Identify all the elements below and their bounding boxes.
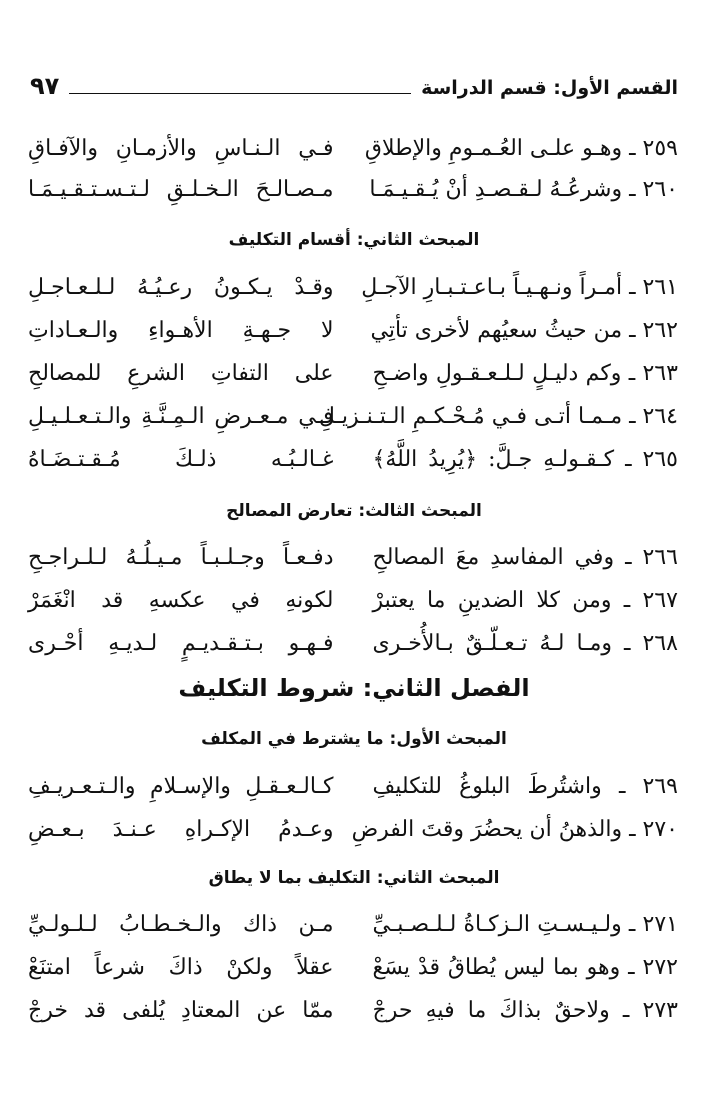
- verse-line: [28, 127, 678, 171]
- verse-second-hemistich: ممّا عن المعتادِ يُلفى قد خرجْ: [28, 997, 334, 1023]
- verse-first-hemistich: ٢٦١ ـ أمـراً ونـهـيـاً بـاعـتـبـارِ الآجـلِ: [361, 274, 678, 300]
- verse-second-hemistich: عقلاً ولكنْ ذاكَ شرعاً امتنَعْ: [28, 954, 334, 980]
- running-title: القسم الأول: قسم الدراسة: [421, 77, 678, 99]
- verse-line: [28, 903, 678, 947]
- verse-line: [28, 622, 678, 666]
- header-rule: [69, 93, 411, 94]
- verse-line: [28, 946, 678, 990]
- section-heading: المبحث الثاني: التكليف بما لا يطاق: [208, 868, 500, 888]
- section-heading: المبحث الثاني: أقسام التكليف: [228, 230, 480, 250]
- verse-line: [28, 168, 678, 212]
- verse-first-hemistich: ٢٥٩ ـ وهـو علـى العُـمـومِ والإطلاقِ: [364, 135, 678, 161]
- page-header: [30, 58, 678, 98]
- verse-first-hemistich: ٢٦٧ ـ ومن كلا الضدينِ ما يعتبرْ: [372, 587, 678, 613]
- verse-line: [28, 808, 678, 852]
- verse-second-hemistich: مـصـالـحَ الـخـلـقِ لـتـسـتـقـيـمَـا: [28, 176, 334, 202]
- verse-first-hemistich: ٢٧١ ـ ولـيـسـتِ الـزكـاةُ لـلـصـبـيِّ: [372, 911, 678, 937]
- verse-second-hemistich: وقـدْ يـكـونُ رعـيُـهُ لـلـعـاجـلِ: [28, 274, 334, 300]
- verse-second-hemistich: وعـدمُ الإكـراهِ عـنـدَ بـعـضِ: [28, 816, 334, 842]
- verse-first-hemistich: ٢٦٣ ـ وكم دليـلٍ لـلـعـقـولِ واضـحِ: [372, 360, 678, 386]
- verse-line: [28, 352, 678, 396]
- verse-second-hemistich: دفـعـاً وجـلـبـاً مـيـلُـهُ لـلـراجـحِ: [28, 544, 334, 570]
- verse-first-hemistich: ٢٦٤ ـ مـمـا أتـى فـي مُـحْـكـمِ الـتـنـزيـلِ: [318, 403, 678, 429]
- verse-second-hemistich: على التفاتِ الشرعِ للمصالحِ: [28, 360, 334, 386]
- verse-line: [28, 579, 678, 623]
- verse-second-hemistich: فـهـو بـتـقـديـمٍ لـديـهِ أحْـرى: [28, 630, 334, 656]
- verse-first-hemistich: ٢٦٢ ـ من حيثُ سعيُهم لأخرى تأتِي: [370, 317, 678, 343]
- verse-first-hemistich: ٢٦٨ ـ ومـا لـهُ تـعـلّـقٌ بـالأُخـرى: [372, 630, 678, 656]
- verse-line: [28, 765, 678, 809]
- verse-second-hemistich: كـالـعـقـلِ والإسـلامِ والـتـعـريـفِ: [28, 773, 334, 799]
- chapter-heading: الفصل الثاني: شروط التكليف: [178, 674, 530, 702]
- verse-first-hemistich: ٢٦٩ ـ واشتُرطَ البلوغُ للتكليفِ: [372, 773, 678, 799]
- verse-line: [28, 309, 678, 353]
- verse-line: [28, 266, 678, 310]
- verse-line: [28, 438, 678, 482]
- section-heading: المبحث الثالث: تعارض المصالح: [226, 501, 482, 521]
- verse-first-hemistich: ٢٧٣ ـ ولاحقٌ بذاكَ ما فيهِ حرجْ: [372, 997, 678, 1023]
- section-heading: المبحث الأول: ما يشترط في المكلف: [201, 729, 507, 749]
- verse-first-hemistich: ٢٧٠ ـ والذهنُ أن يحضُرَ وقتَ الفرضِ: [351, 816, 678, 842]
- verse-line: [28, 989, 678, 1033]
- verse-first-hemistich: ٢٦٥ ـ كـقـولـهِ جـلَّ: ﴿يُرِيدُ اللَّهُ﴾: [372, 446, 678, 472]
- verse-first-hemistich: ٢٦٠ ـ وشرعُـهُ لـقـصـدِ أنْ يُـقـيـمَـا: [369, 176, 678, 202]
- verse-second-hemistich: فـي مـعـرضِ الـمِـنَّـةِ والـتـعـلـيـلِ: [28, 403, 334, 429]
- verse-first-hemistich: ٢٧٢ ـ وهو بما ليس يُطاقُ قدْ يسَعْ: [372, 954, 678, 980]
- verse-first-hemistich: ٢٦٦ ـ وفي المفاسدِ معَ المصالحِ: [372, 544, 678, 570]
- verse-second-hemistich: غـالـبُـه ذلـكَ مُـقـتـضَـاهُ: [28, 446, 334, 472]
- verse-line: [28, 536, 678, 580]
- verse-line: [28, 395, 678, 439]
- verse-second-hemistich: فـي الـنـاسِ والأزمـانِ والآفـاقِ: [28, 135, 334, 161]
- page-number: ٩٧: [30, 72, 60, 100]
- verse-second-hemistich: لكونهِ في عكسهِ قد انْغَمَرْ: [28, 587, 334, 613]
- verse-second-hemistich: لا جـهـةِ الأهـواءِ والـعـاداتِ: [28, 317, 334, 343]
- verse-second-hemistich: مـن ذاك والـخـطـابُ لـلـولـيِّ: [28, 911, 334, 937]
